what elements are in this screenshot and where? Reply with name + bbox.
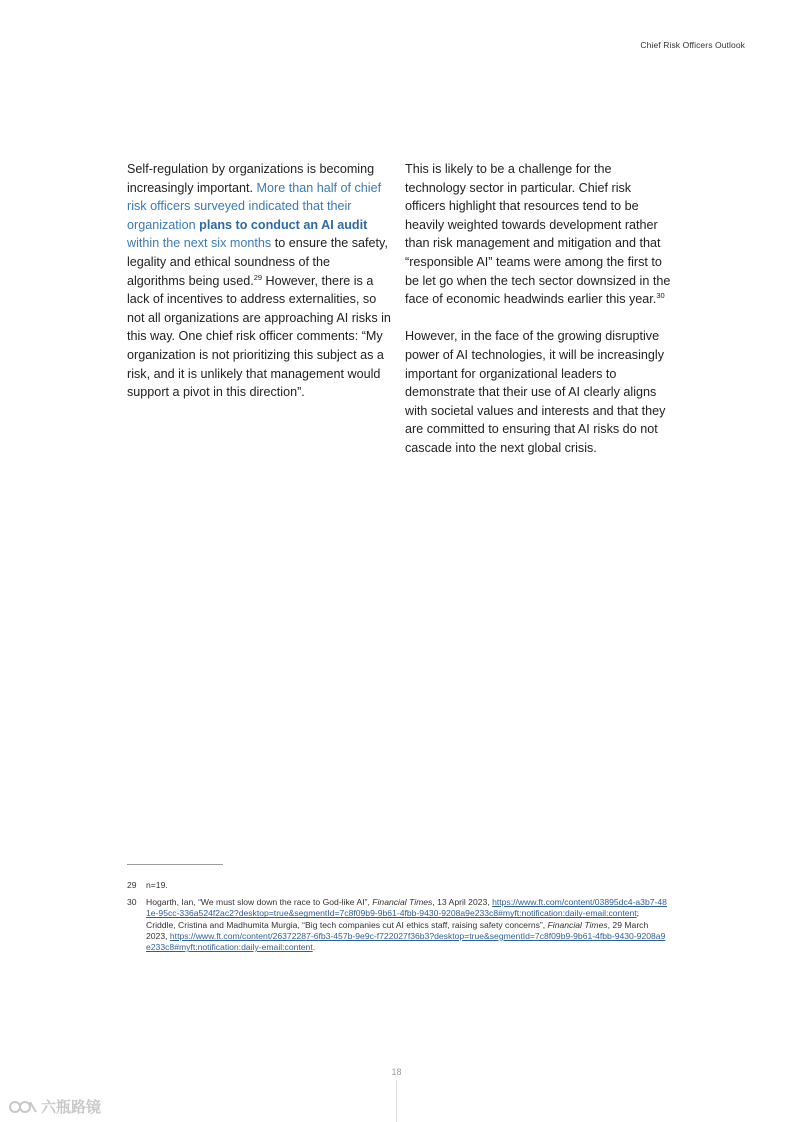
publication-name: Financial Times xyxy=(372,897,433,908)
right-text-challenge: This is likely to be a challenge for the technology sector in particular. Chief risk officers highlight that resources tend to be heavily weighted towards development rather than risk management and mitigation and that “responsible AI” teams were among the first to be let go when the tech sector downsized in the face of economic headwinds earlier this year. xyxy=(405,162,671,307)
citation-date: , 29 March 2023, xyxy=(146,919,649,941)
left-paragraph xyxy=(127,160,391,402)
footnotes xyxy=(127,880,667,959)
right-paragraph-1 xyxy=(405,160,671,309)
watermark-logo-icon xyxy=(8,1097,38,1117)
footnote-number: 30 xyxy=(127,897,137,908)
footnote-number: 29 xyxy=(127,880,137,890)
ai-audit-highlight: plans to conduct an AI audit xyxy=(199,217,368,232)
survey-highlight: More than half of chief risk officers surveyed indicated that their organization xyxy=(127,180,382,232)
watermark-text: 六瓶路镜 xyxy=(41,1098,102,1116)
right-paragraph-2: However, in the face of the growing disruptive power of AI technologies, it will be increasingly important for organizational leaders to demonstrate that their use of AI clearly aligns with societal values and interests and that they are committed to ensuring that AI risks do not cascade into the next global crisis. xyxy=(405,329,666,455)
ft-link-hogarth[interactable]: https://www.ft.com/content/03895dc4-a3b7-481e-95cc-336a524f2ac2?desktop=true&segmentId=7c8f09b9-9b61-4fbb-9430-9208a9e233c8#myft:notification:daily-email:content xyxy=(146,897,667,919)
citation-end: . xyxy=(312,942,316,953)
left-text-purpose: to ensure the safety, legality and ethical soundness of the algorithms being used. xyxy=(127,236,388,288)
running-header: Chief Risk Officers Outlook xyxy=(640,40,745,50)
footnote-text xyxy=(146,897,667,953)
six-months-highlight: within the next six months xyxy=(127,236,272,251)
ft-link-criddle[interactable]: https://www.ft.com/content/26372287-6fb3-457b-9e9c-f722027f36b3?desktop=true&segmentId=7c8f09b9-9b61-4fbb-9430-9208a9e233c8#myft:notification:daily-email:content xyxy=(146,930,666,953)
footnote-29 xyxy=(127,880,667,891)
citation-date: , 13 April 2023, xyxy=(432,897,493,908)
page-number: 18 xyxy=(391,1067,402,1077)
footnote-text: n=19. xyxy=(146,880,168,890)
citation-criddle: ; Criddle, Cristina and Madhumita Murgia, “Big tech companies cut AI ethics staff, raising safety concerns”, xyxy=(146,908,640,930)
citation-hogarth: Hogarth, Ian, “We must slow down the race to God-like AI”, xyxy=(146,897,373,908)
footnote-divider xyxy=(127,864,223,865)
footnote-30 xyxy=(127,897,667,953)
left-text-intro: Self-regulation by organizations is becoming increasingly important. xyxy=(127,162,375,195)
footnote-ref-30[interactable]: 30 xyxy=(656,290,665,300)
footnote-ref-29[interactable]: 29 xyxy=(253,272,263,282)
publication-name: Financial Times xyxy=(547,919,608,930)
watermark xyxy=(8,1096,101,1117)
gutter-line xyxy=(396,1080,397,1122)
left-column xyxy=(127,160,391,402)
left-text-quote: However, there is a lack of incentives to address externalities, so not all organizations are approaching AI risks in this way. One chief risk officer comments: “My organization is not prioritizing this subject as a risk, and it is unlikely that management would support a pivot in this direction”. xyxy=(127,273,391,400)
right-column xyxy=(405,160,671,458)
